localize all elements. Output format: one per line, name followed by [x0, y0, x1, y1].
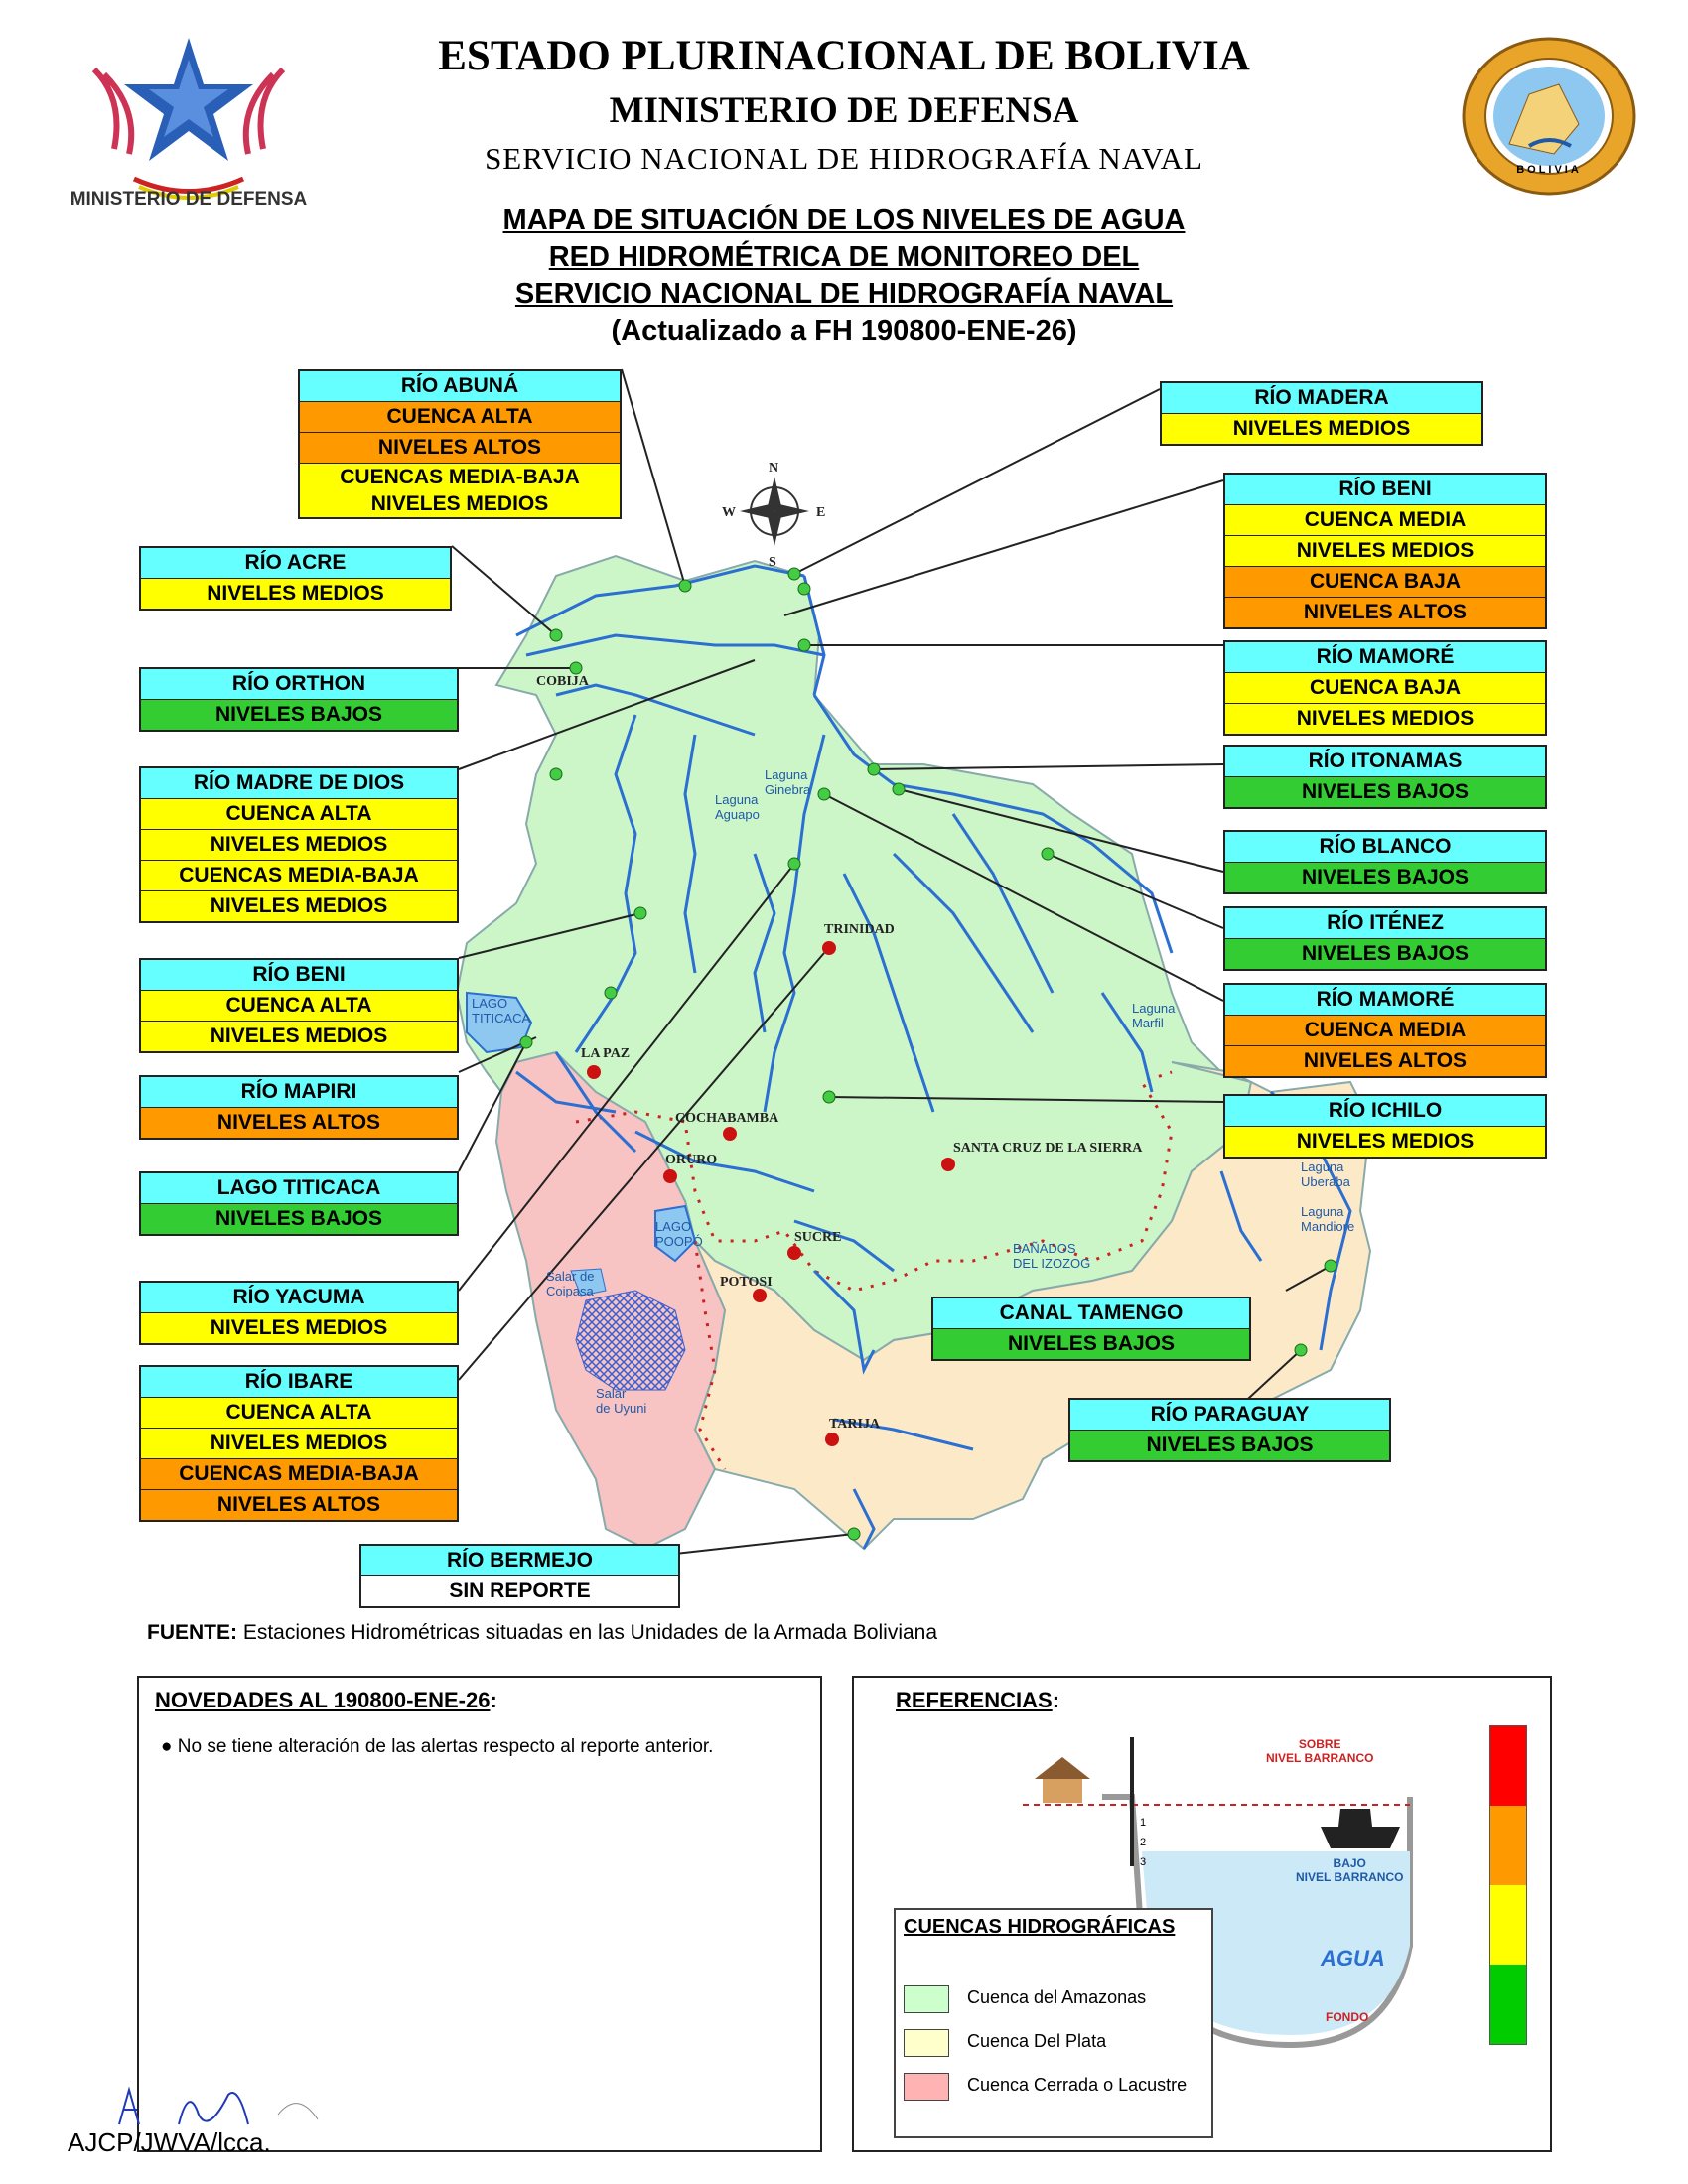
station-blanco	[893, 783, 905, 795]
station-abuna	[679, 580, 691, 592]
logo-caption: MINISTERIO DE DEFENSA	[70, 189, 308, 209]
city-oruro: ORURO	[665, 1153, 718, 1167]
city-cochabamba: COCHABAMBA	[675, 1111, 779, 1126]
station-madre	[550, 768, 562, 780]
label-uberaba: Laguna Uberaba	[1301, 1160, 1350, 1189]
box-rio-madre-de-dios: RÍO MADRE DE DIOS CUENCA ALTA NIVELES MEDIOS CUENCAS MEDIA-BAJA NIVELES MEDIOS	[139, 766, 459, 923]
header-service: SERVICIO NACIONAL DE HIDROGRAFÍA NAVAL	[485, 141, 1203, 176]
city-la-paz: LA PAZ	[581, 1046, 631, 1061]
station-acre	[550, 629, 562, 641]
label-ginebra: Laguna Ginebra	[765, 767, 811, 797]
compass-rose-icon	[740, 477, 809, 546]
label-fondo: FONDO	[1326, 2010, 1369, 2024]
label-titicaca: LAGO TITICACA	[472, 996, 531, 1025]
city-potosi: POTOSI	[720, 1275, 773, 1290]
box-rio-itonamas: RÍO ITONAMAS NIVELES BAJOS	[1223, 745, 1547, 809]
box-rio-mapiri: RÍO MAPIRI NIVELES ALTOS	[139, 1075, 459, 1140]
label-sobre-nivel: SOBRE NIVEL BARRANCO	[1266, 1737, 1374, 1765]
station-ichilo	[823, 1091, 835, 1103]
novedades-title: NOVEDADES AL 190800-ENE-26:	[155, 1688, 497, 1712]
swatch-plata	[904, 2029, 949, 2057]
header-ministry: MINISTERIO DE DEFENSA	[609, 90, 1079, 131]
label-marfil: Laguna Marfil	[1132, 1001, 1176, 1030]
box-rio-blanco: RÍO BLANCO NIVELES BAJOS	[1223, 830, 1547, 894]
source-text: Estaciones Hidrométricas situadas en las Unidades de la Armada Boliviana	[237, 1621, 938, 1644]
station-titicaca	[520, 1036, 532, 1048]
scale-mark-3: 3	[1140, 1856, 1147, 1868]
alert-red	[1490, 1726, 1526, 1806]
alert-orange	[1490, 1806, 1526, 1885]
station-yacuma	[788, 858, 800, 870]
source-line	[147, 1621, 937, 1645]
seal-bottom-text: BOLIVIA	[1516, 164, 1582, 176]
swatch-lacustre	[904, 2073, 949, 2101]
swatch-amazonas	[904, 1985, 949, 2013]
label-poopo: LAGO POOPÓ	[655, 1219, 703, 1249]
compass-w: W	[722, 505, 736, 520]
station-itenez	[1042, 848, 1054, 860]
cuencas-legend	[894, 1908, 1213, 2138]
box-rio-ibare: RÍO IBARE CUENCA ALTA NIVELES MEDIOS CUENCAS MEDIA-BAJA NIVELES ALTOS	[139, 1365, 459, 1522]
novedades-panel	[137, 1676, 822, 2152]
station-beni-n	[798, 583, 810, 595]
label-izozog: BAÑADOS DEL IZOZOG	[1013, 1241, 1091, 1271]
box-rio-madera: RÍO MADERA NIVELES MEDIOS	[1160, 381, 1483, 446]
compass-n: N	[769, 461, 779, 476]
referencias-title: REFERENCIAS:	[896, 1688, 1060, 1712]
legend-amazonas: Cuenca del Amazonas	[967, 1987, 1147, 2007]
map-title-line3: SERVICIO NACIONAL DE HIDROGRAFÍA NAVAL	[514, 278, 1174, 310]
novedades-bullet: ● No se tiene alteración de las alertas respecto al reporte anterior.	[161, 1736, 714, 1757]
source-label: FUENTE:	[147, 1621, 237, 1644]
cuencas-title: CUENCAS HIDROGRÁFICAS	[904, 1916, 1176, 1938]
station-bermejo	[848, 1528, 860, 1540]
box-rio-beni-alta: RÍO BENI CUENCA ALTA NIVELES MEDIOS	[139, 958, 459, 1053]
footer-initials: AJCP/JWVA/lcca.	[68, 2127, 271, 2157]
box-rio-yacuma: RÍO YACUMA NIVELES MEDIOS	[139, 1281, 459, 1345]
station-itonamas	[868, 763, 880, 775]
map-title-line2: RED HIDROMÉTRICA DE MONITOREO DEL	[548, 241, 1140, 273]
alert-yellow	[1490, 1885, 1526, 1965]
label-bajo-nivel: BAJO NIVEL BARRANCO	[1296, 1856, 1404, 1884]
legend-lacustre: Cuenca Cerrada o Lacustre	[967, 2075, 1188, 2095]
map-title-update: (Actualizado a FH 190800-ENE-26)	[611, 315, 1077, 346]
box-rio-bermejo: RÍO BERMEJO SIN REPORTE	[359, 1544, 680, 1608]
label-uyuni: Salar de Uyuni	[596, 1386, 647, 1416]
scale-mark-1: 1	[1140, 1817, 1147, 1829]
station-beni-a	[634, 907, 646, 919]
station-mapiri	[605, 987, 617, 999]
compass-e: E	[816, 505, 826, 520]
city-tarija: TARIJA	[829, 1417, 881, 1432]
box-rio-paraguay: RÍO PARAGUAY NIVELES BAJOS	[1068, 1398, 1391, 1462]
box-rio-abuna: RÍO ABUNÁ CUENCA ALTA NIVELES ALTOS CUENCAS MEDIA-BAJA NIVELES MEDIOS	[298, 369, 622, 519]
city-sucre: SUCRE	[794, 1230, 842, 1245]
label-aguapo: Laguna Aguapo	[715, 792, 760, 822]
station-paraguay	[1295, 1344, 1307, 1356]
scale-mark-2: 2	[1140, 1837, 1147, 1848]
city-trinidad: TRINIDAD	[824, 922, 895, 937]
alert-scale-bar	[1489, 1725, 1527, 2045]
map-title-line1: MAPA DE SITUACIÓN DE LOS NIVELES DE AGUA	[502, 205, 1186, 236]
city-cobija: COBIJA	[536, 674, 589, 689]
box-rio-mamore-baja: RÍO MAMORÉ CUENCA BAJA NIVELES MEDIOS	[1223, 640, 1547, 736]
label-mandiore: Laguna Mandiore	[1301, 1204, 1355, 1234]
legend-plata: Cuenca Del Plata	[967, 2031, 1107, 2051]
box-rio-ichilo: RÍO ICHILO NIVELES MEDIOS	[1223, 1094, 1547, 1159]
station-mamore-m	[818, 788, 830, 800]
alert-green	[1490, 1965, 1526, 2044]
bullet-icon: ●	[161, 1736, 173, 1757]
box-lago-titicaca: LAGO TITICACA NIVELES BAJOS	[139, 1171, 459, 1236]
box-rio-itenez: RÍO ITÉNEZ NIVELES BAJOS	[1223, 906, 1547, 971]
box-rio-mamore-media: RÍO MAMORÉ CUENCA MEDIA NIVELES ALTOS	[1223, 983, 1547, 1078]
referencias-panel	[852, 1676, 1552, 2152]
station-tamengo	[1325, 1260, 1336, 1272]
station-mamore-b	[798, 639, 810, 651]
station-madera	[788, 568, 800, 580]
boat-icon	[1321, 1809, 1400, 1848]
box-rio-acre: RÍO ACRE NIVELES MEDIOS	[139, 546, 452, 611]
box-rio-beni-north: RÍO BENI CUENCA MEDIA NIVELES MEDIOS CUENCA BAJA NIVELES ALTOS	[1223, 473, 1547, 629]
header-state: ESTADO PLURINACIONAL DE BOLIVIA	[438, 33, 1250, 79]
house-icon	[1043, 1777, 1082, 1803]
box-canal-tamengo: CANAL TAMENGO NIVELES BAJOS	[931, 1297, 1251, 1361]
label-agua: AGUA	[1321, 1946, 1385, 1971]
city-santa-cruz: SANTA CRUZ DE LA SIERRA	[953, 1141, 1143, 1156]
station-orthon	[570, 662, 582, 674]
box-rio-orthon: RÍO ORTHON NIVELES BAJOS	[139, 667, 459, 732]
compass-s: S	[769, 555, 776, 570]
label-coipasa: Salar de Coipasa	[546, 1269, 595, 1298]
